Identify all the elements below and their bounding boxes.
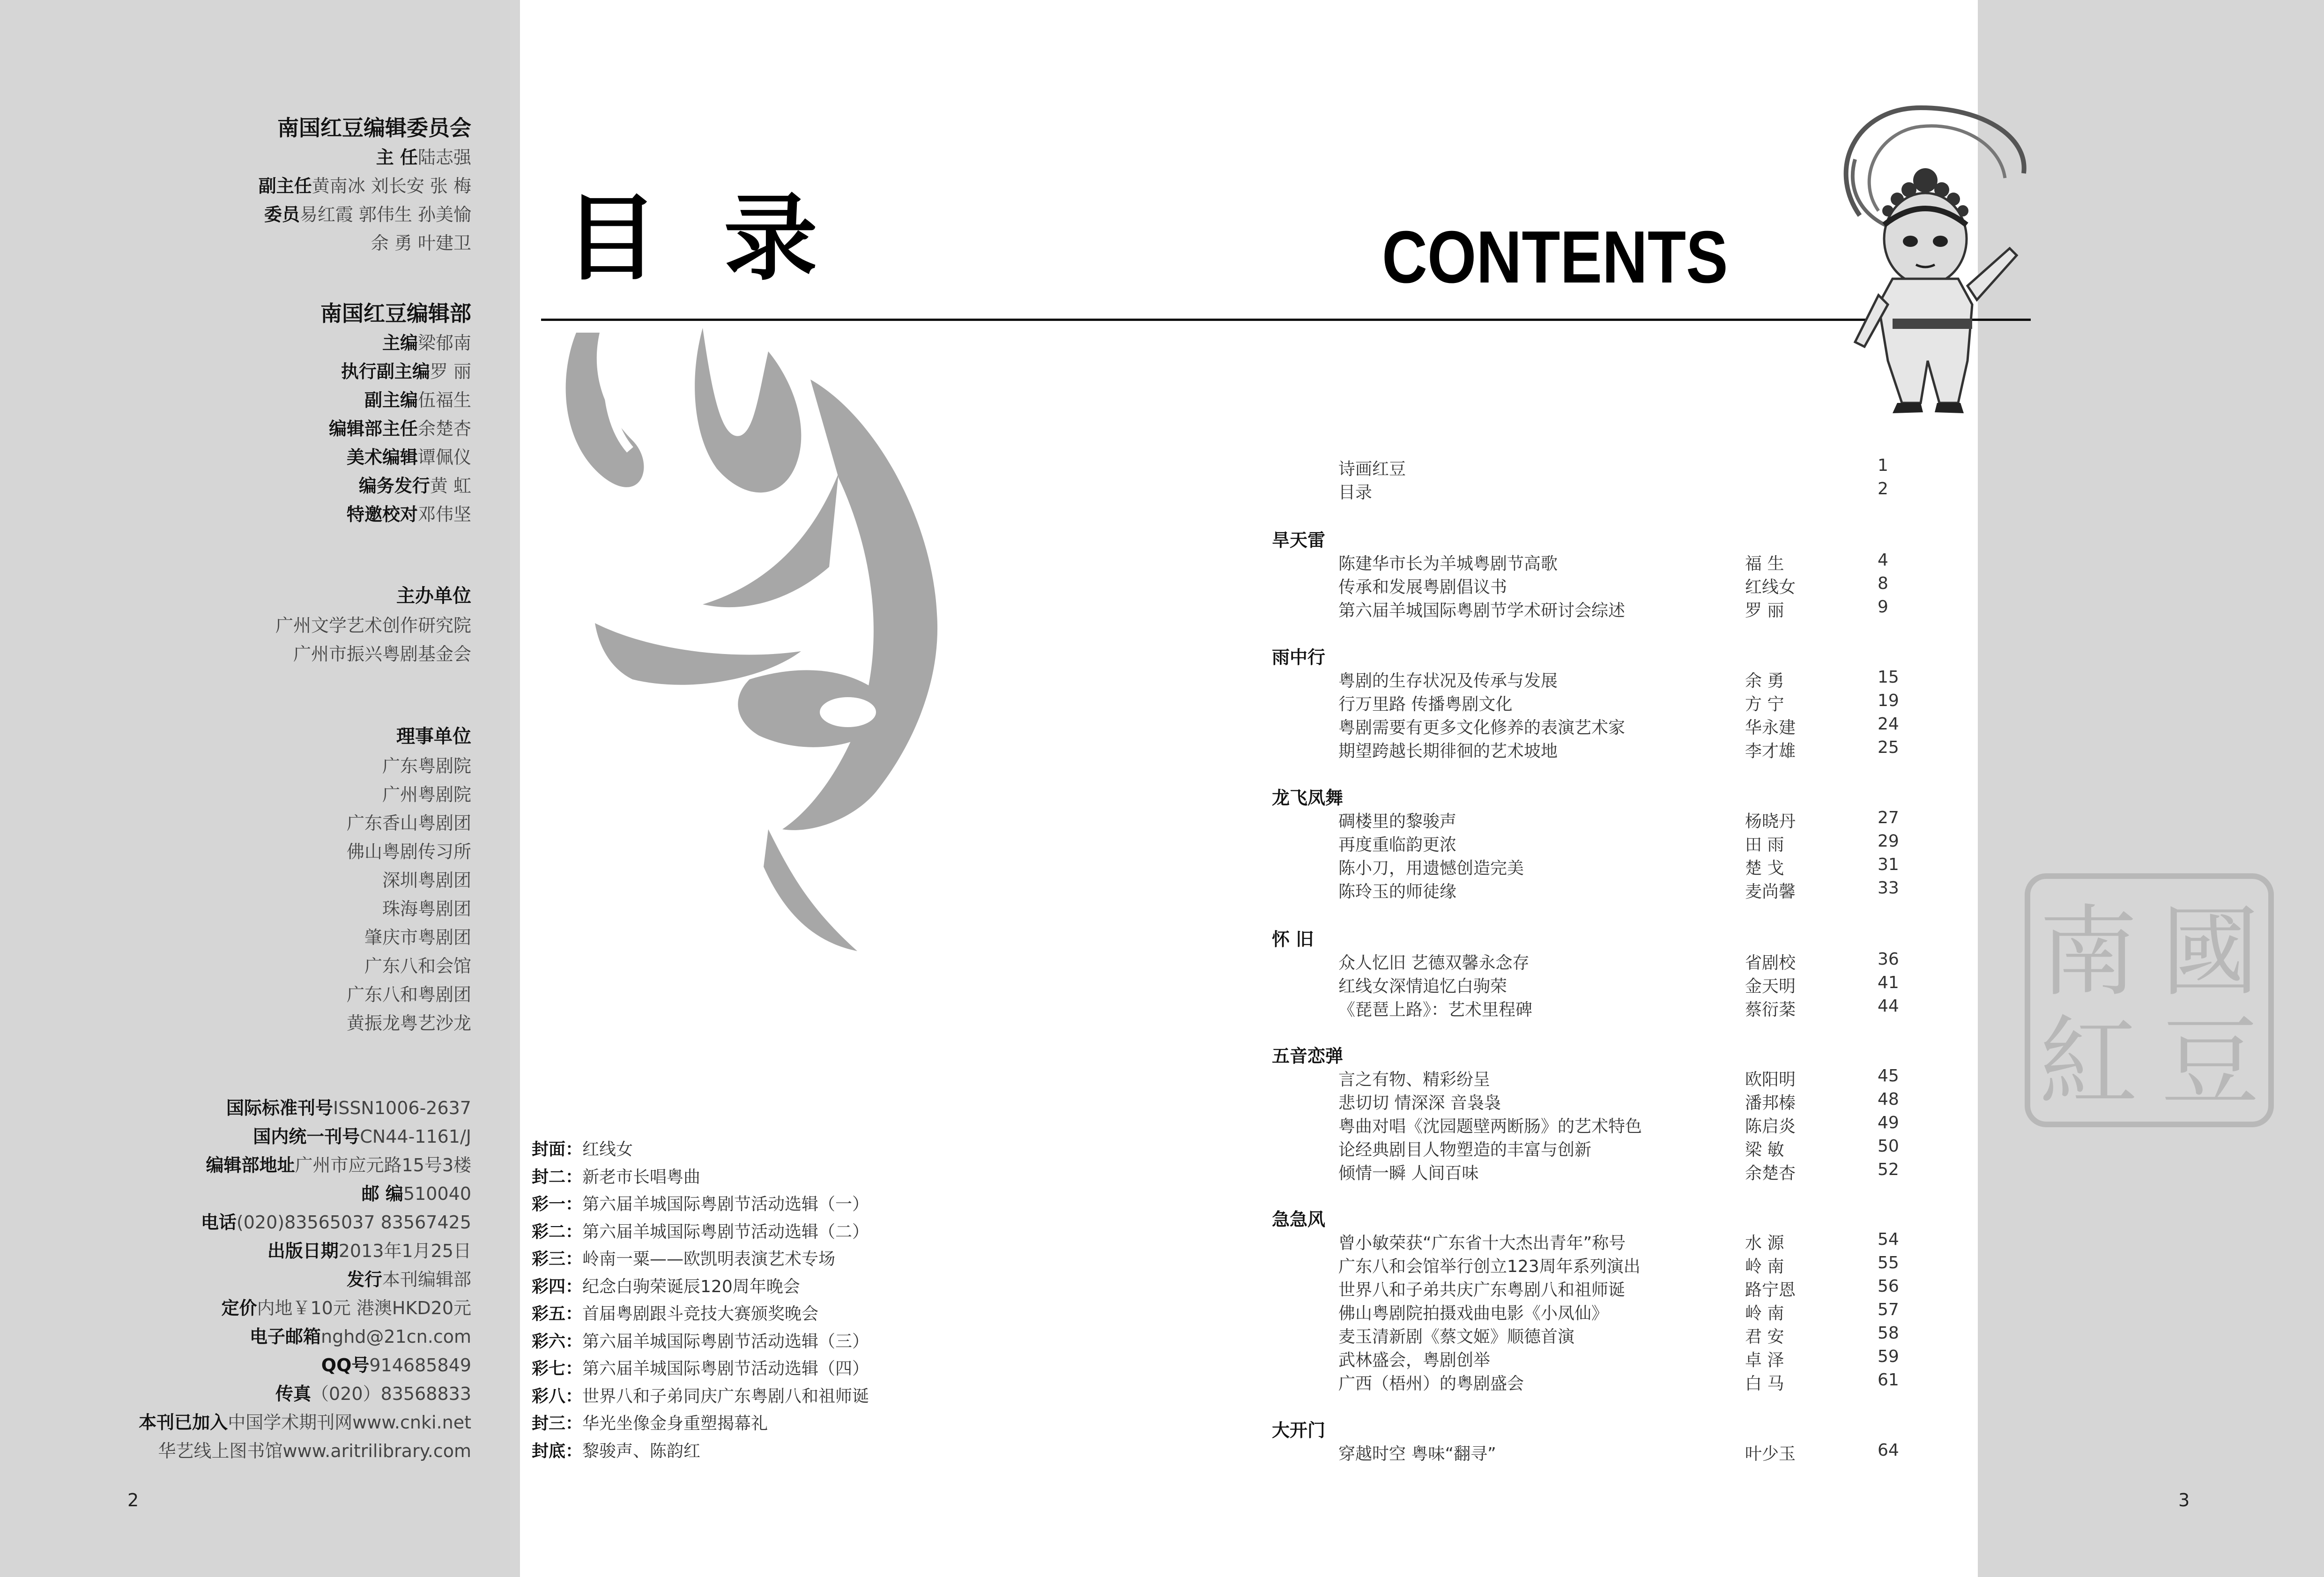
toc-item — [1272, 1277, 1900, 1300]
credit-value: 第六届羊城国际粤剧节活动选辑（三） — [582, 1332, 869, 1351]
council-item: 广东粤剧院 — [382, 756, 471, 776]
masthead-key: 编务发行 — [358, 476, 430, 496]
masthead-key: 美术编辑 — [346, 447, 418, 468]
masthead-key: 邮 编 — [361, 1183, 403, 1204]
toc-item — [1272, 1066, 1900, 1090]
toc-item-author: 省剧校 — [1745, 953, 1796, 973]
toc-item-page: 33 — [1878, 878, 1899, 898]
toc-item-author: 水 源 — [1745, 1234, 1784, 1253]
page-number-right: 3 — [2178, 1490, 2190, 1510]
toc-item-page: 31 — [1878, 855, 1899, 874]
toc-item-page: 29 — [1878, 832, 1899, 851]
masthead-line — [3, 443, 471, 472]
credit-line — [532, 1355, 869, 1383]
credit-value: 第六届羊城国际粤剧节活动选辑（二） — [582, 1222, 869, 1242]
toc-item — [1272, 1253, 1900, 1277]
toc-item — [1272, 714, 1900, 738]
toc-item-title: 论经典剧目人物塑造的丰富与创新 — [1338, 1140, 1592, 1160]
cover-credits-list — [532, 1136, 869, 1465]
sponsor-item: 广州文学艺术创作研究院 — [275, 615, 471, 636]
svg-text:紅: 紅 — [2039, 1005, 2138, 1120]
toc-item — [1272, 550, 1900, 574]
toc-item-author: 杨晓丹 — [1745, 812, 1796, 831]
toc-item — [1272, 1113, 1900, 1137]
opera-character-illustration — [1827, 98, 2052, 417]
toc-item-title: 悲切切 情深深 音袅袅 — [1338, 1093, 1501, 1113]
toc-item-title: 诗画红豆 — [1338, 460, 1406, 479]
masthead-line — [3, 500, 471, 529]
toc-item-title: 目录 — [1338, 483, 1373, 502]
toc-item-title: 广西（梧州）的粤剧盛会 — [1338, 1374, 1524, 1393]
staff-list — [3, 329, 471, 529]
toc-item-author: 李才雄 — [1745, 742, 1796, 761]
toc-item-author: 岭 南 — [1745, 1304, 1784, 1323]
council-item: 佛山粤剧传习所 — [346, 841, 471, 862]
masthead-line: 委员易红霞 郭伟生 孙美愉 — [264, 204, 471, 225]
masthead-line — [3, 1294, 471, 1323]
masthead-line: 主 任陆志强 — [376, 147, 471, 168]
toc-item-title: 世界八和子弟共庆广东粤剧八和祖师诞 — [1338, 1280, 1626, 1300]
credit-key: 彩四： — [532, 1277, 583, 1296]
masthead-line — [3, 329, 471, 357]
toc-item-author: 潘邦榛 — [1745, 1093, 1796, 1113]
council-item: 黄振龙粤艺沙龙 — [346, 1013, 471, 1034]
credit-value: 第六届羊城国际粤剧节活动选辑（一） — [582, 1195, 869, 1214]
masthead-value: nghd@21cn.com — [321, 1326, 471, 1347]
toc-item-page: 56 — [1878, 1277, 1899, 1296]
masthead-line — [3, 386, 471, 415]
toc-item-author: 红线女 — [1745, 578, 1796, 597]
masthead-key: 国内统一刊号 — [253, 1126, 360, 1147]
masthead-value: 广州市应元路15号3楼 — [295, 1155, 471, 1175]
masthead-value: 510040 — [403, 1183, 471, 1204]
toc-item — [1272, 1090, 1900, 1113]
masthead-value: 谭佩仪 — [417, 447, 471, 468]
credit-line — [532, 1246, 869, 1273]
toc-item-title: 第六届羊城国际粤剧节学术研讨会综述 — [1338, 601, 1626, 620]
masthead-line — [3, 1408, 471, 1437]
svg-text:豆: 豆 — [2161, 1005, 2260, 1120]
credit-key: 封二： — [532, 1167, 583, 1187]
toc-item-page: 44 — [1878, 997, 1899, 1016]
toc-item-page: 58 — [1878, 1324, 1899, 1343]
toc-item — [1272, 456, 1900, 479]
toc-section-heading: 旱天雷 — [1272, 530, 1326, 550]
toc-item-page: 61 — [1878, 1370, 1899, 1390]
toc-item-title: 武林盛会，粤剧创举 — [1338, 1351, 1491, 1370]
toc-item-title: 倾情一瞬 人间百味 — [1338, 1164, 1479, 1183]
toc-item — [1272, 597, 1900, 621]
credit-value: 第六届羊城国际粤剧节活动选辑（四） — [582, 1359, 869, 1378]
toc-item-author: 华永建 — [1745, 718, 1796, 737]
toc-section-heading: 急急风 — [1272, 1209, 1326, 1230]
toc-item — [1272, 574, 1900, 597]
toc-item — [1272, 973, 1900, 997]
sponsor-list — [3, 611, 471, 669]
toc-item — [1272, 691, 1900, 714]
toc-item-title: 麦玉清新剧《蔡文姬》顺德首演 — [1338, 1327, 1575, 1346]
toc-item-page: 59 — [1878, 1347, 1899, 1366]
toc-item-page: 45 — [1878, 1066, 1899, 1086]
toc-item-page: 64 — [1878, 1441, 1899, 1460]
toc-item — [1272, 878, 1900, 902]
toc-item-page: 36 — [1878, 950, 1899, 969]
masthead-line — [3, 357, 471, 386]
credit-line — [532, 1219, 869, 1246]
masthead-value: 内地￥10元 港澳HKD20元 — [257, 1298, 471, 1318]
council-title: 理事单位 — [396, 726, 471, 747]
credit-key: 封底： — [532, 1441, 583, 1461]
credit-value: 华光坐像金身重塑揭幕礼 — [582, 1414, 768, 1433]
toc-item-author: 麦尚馨 — [1745, 882, 1796, 901]
masthead-value: 914685849 — [369, 1355, 471, 1376]
masthead-line — [3, 1351, 471, 1380]
toc-item-author: 罗 丽 — [1745, 601, 1784, 620]
masthead-key: 国际标准刊号 — [226, 1098, 333, 1118]
toc-item-author: 白 马 — [1745, 1374, 1784, 1393]
toc-item — [1272, 479, 1900, 503]
toc-item — [1272, 1370, 1900, 1394]
brush-calligraphy-illustration — [548, 323, 1087, 960]
title-chinese: 目录 — [564, 184, 884, 293]
toc-item-page: 49 — [1878, 1113, 1899, 1132]
toc-item-author: 田 雨 — [1745, 835, 1784, 855]
toc-item-page: 41 — [1878, 973, 1899, 992]
toc-item-author: 陈启炎 — [1745, 1117, 1796, 1136]
toc-item-author: 楚 戈 — [1745, 859, 1784, 878]
masthead-key: 出版日期 — [267, 1241, 339, 1261]
toc-item-title: 陈玲玉的师徒缘 — [1338, 882, 1457, 901]
credit-value: 首届粤剧跟斗竞技大赛颁奖晚会 — [582, 1304, 819, 1324]
toc-section-heading: 雨中行 — [1272, 647, 1326, 668]
masthead-key: QQ号 — [321, 1355, 370, 1376]
masthead-line — [3, 1208, 471, 1237]
toc-section-heading: 怀 旧 — [1272, 929, 1314, 950]
masthead-line — [3, 1380, 471, 1408]
masthead-key: 编辑部地址 — [206, 1155, 295, 1175]
svg-text:國: 國 — [2161, 895, 2260, 1010]
toc-item-page: 15 — [1878, 668, 1899, 687]
toc-item-page: 4 — [1878, 550, 1888, 570]
title-english: CONTENTS — [1382, 216, 1728, 298]
toc-item-author: 欧阳明 — [1745, 1070, 1796, 1089]
toc-item-title: 行万里路 传播粤剧文化 — [1338, 695, 1513, 714]
credit-line — [532, 1191, 869, 1219]
toc-item-title: 言之有物、精彩纷呈 — [1338, 1070, 1491, 1089]
toc-item — [1272, 808, 1900, 832]
masthead-key: 发行 — [346, 1269, 382, 1290]
toc-item-title: 《琵琶上路》：艺术里程碑 — [1338, 1000, 1533, 1019]
toc-item — [1272, 668, 1900, 691]
toc-item-title: 传承和发展粤剧倡议书 — [1338, 578, 1507, 597]
toc-item — [1272, 1160, 1900, 1183]
masthead-key: 特邀校对 — [346, 504, 418, 525]
toc-item-author: 蔡衍棻 — [1745, 1000, 1796, 1019]
toc-item — [1272, 832, 1900, 855]
committee-title: 南国红豆编辑委员会 — [277, 115, 471, 141]
credit-key: 彩六： — [532, 1332, 583, 1351]
credit-value: 红线女 — [582, 1140, 633, 1159]
council-item: 广东八和粤剧团 — [346, 984, 471, 1005]
credit-key: 封面： — [532, 1140, 583, 1159]
masthead-value: ISSN1006-2637 — [333, 1098, 471, 1118]
toc-item-page: 25 — [1878, 738, 1899, 757]
masthead-value: 梁郁南 — [417, 333, 471, 353]
toc-item-page: 52 — [1878, 1160, 1899, 1179]
publication-info — [3, 1094, 471, 1437]
credit-value: 岭南一粟——欧凯明表演艺术专场 — [582, 1250, 836, 1269]
credit-key: 彩三： — [532, 1250, 583, 1269]
masthead-value: 余楚杏 — [417, 418, 471, 439]
toc-item — [1272, 950, 1900, 973]
masthead-value: 2013年1月25日 — [338, 1241, 471, 1261]
toc-item-author: 卓 泽 — [1745, 1351, 1784, 1370]
council-list — [3, 752, 471, 1038]
sponsor-item: 广州市振兴粤剧基金会 — [293, 644, 471, 664]
council-item: 广东香山粤剧团 — [346, 813, 471, 833]
credit-line — [532, 1136, 869, 1164]
credit-key: 彩二： — [532, 1222, 583, 1242]
council-item: 广东八和会馆 — [364, 956, 471, 976]
masthead-line — [3, 1323, 471, 1351]
masthead-value: (020)83565037 83567425 — [236, 1212, 471, 1233]
masthead-key: 执行副主编 — [341, 361, 430, 382]
masthead-line — [3, 1265, 471, 1294]
council-item: 珠海粤剧团 — [382, 899, 471, 919]
masthead-key: 本刊已加入 — [139, 1412, 228, 1433]
toc-item — [1272, 1324, 1900, 1347]
toc-item — [1272, 1300, 1900, 1324]
toc-item-author: 余楚杏 — [1745, 1164, 1796, 1183]
toc-item-author: 梁 敏 — [1745, 1140, 1784, 1160]
toc-item-page: 24 — [1878, 714, 1899, 734]
masthead-value: 罗 丽 — [430, 361, 471, 382]
masthead-line — [3, 1094, 471, 1123]
toc-item-title: 陈小刀，用遗憾创造完美 — [1338, 859, 1524, 878]
toc-item — [1272, 1347, 1900, 1370]
credit-value: 纪念白驹荣诞辰120周年晚会 — [582, 1277, 800, 1296]
masthead-value: 邓伟坚 — [417, 504, 471, 525]
toc-section-heading: 大开门 — [1272, 1420, 1326, 1441]
toc-item-page: 48 — [1878, 1090, 1899, 1109]
masthead-line: 余 勇 叶建卫 — [371, 233, 471, 253]
masthead-value: 伍福生 — [417, 390, 471, 410]
page-number-left: 2 — [127, 1490, 139, 1510]
council-item: 肇庆市粤剧团 — [364, 927, 471, 948]
masthead-line — [3, 415, 471, 443]
credit-line — [532, 1438, 869, 1465]
credit-key: 彩五： — [532, 1304, 583, 1324]
council-item: 广州粤剧院 — [382, 784, 471, 805]
credit-key: 封三： — [532, 1414, 583, 1433]
toc-item — [1272, 1441, 1900, 1464]
toc-item-author: 金天明 — [1745, 977, 1796, 996]
svg-text:南: 南 — [2039, 895, 2138, 1010]
masthead-key: 电话 — [200, 1212, 237, 1233]
toc-item-page: 9 — [1878, 597, 1888, 617]
toc-item-page: 55 — [1878, 1253, 1899, 1272]
masthead-line — [3, 1180, 471, 1208]
toc-item-author: 叶少玉 — [1745, 1444, 1796, 1464]
toc-item-title: 再度重临韵更浓 — [1338, 835, 1457, 855]
masthead-value: CN44-1161/J — [360, 1126, 471, 1147]
toc-item-title: 红线女深情追忆白驹荣 — [1338, 977, 1507, 996]
toc-item-page: 54 — [1878, 1230, 1899, 1249]
toc-item-title: 陈建华市长为羊城粤剧节高歌 — [1338, 554, 1558, 573]
toc-item-title: 粤剧的生存状况及传承与发展 — [1338, 671, 1558, 691]
credit-line — [532, 1301, 869, 1328]
credit-line — [532, 1273, 869, 1301]
toc-item-title: 期望跨越长期徘徊的艺术坡地 — [1338, 742, 1558, 761]
masthead-line: 华艺线上图书馆www.aritrilibrary.com — [158, 1441, 471, 1461]
toc-item-page: 19 — [1878, 691, 1899, 710]
credit-value: 新老市长唱粤曲 — [582, 1167, 701, 1187]
masthead-line — [3, 472, 471, 500]
toc-item-author: 方 宁 — [1745, 695, 1784, 714]
masthead-key: 定价 — [221, 1298, 257, 1318]
toc-item — [1272, 1137, 1900, 1160]
toc-item-page: 27 — [1878, 808, 1899, 827]
toc-item-title: 众人忆旧 艺德双馨永念存 — [1338, 953, 1530, 973]
credit-value: 黎骏声、陈韵红 — [582, 1441, 701, 1461]
toc-section-heading: 龙飞凤舞 — [1272, 788, 1344, 808]
toc-item — [1272, 997, 1900, 1020]
seal-stamp — [2023, 871, 2276, 1129]
toc-item-page: 57 — [1878, 1300, 1899, 1319]
masthead-key: 传真 — [275, 1384, 312, 1404]
toc-item — [1272, 1230, 1900, 1253]
toc-item-author: 福 生 — [1745, 554, 1784, 573]
masthead-key: 副主编 — [364, 390, 418, 410]
dept-title: 南国红豆编辑部 — [320, 301, 471, 326]
masthead-line: 副主任黄南冰 刘长安 张 梅 — [258, 176, 471, 196]
credit-line — [532, 1410, 869, 1438]
toc-item — [1272, 855, 1900, 878]
credit-line — [532, 1383, 869, 1411]
toc-item-page: 1 — [1878, 456, 1888, 475]
toc-item-title: 曾小敏荣获“广东省十大杰出青年”称号 — [1338, 1234, 1626, 1253]
masthead-value: 本刊编辑部 — [382, 1269, 471, 1290]
masthead-line — [3, 1237, 471, 1265]
credit-key: 彩一： — [532, 1195, 583, 1214]
credit-value: 世界八和子弟同庆广东粤剧八和祖师诞 — [582, 1386, 869, 1406]
toc-item-title: 佛山粤剧院拍摄戏曲电影《小凤仙》 — [1338, 1304, 1609, 1323]
masthead-value: 中国学术期刊网www.cnki.net — [228, 1412, 471, 1433]
toc-item-title: 粤曲对唱《沈园题壁两断肠》的艺术特色 — [1338, 1117, 1642, 1136]
toc-item-author: 余 勇 — [1745, 671, 1784, 691]
sponsor-title: 主办单位 — [396, 585, 471, 607]
credit-key: 彩八： — [532, 1386, 583, 1406]
credit-line — [532, 1164, 869, 1191]
toc-item-page: 50 — [1878, 1137, 1899, 1156]
toc-item-title: 广东八和会馆举行创立123周年系列演出 — [1338, 1257, 1641, 1276]
masthead-key: 电子邮箱 — [250, 1326, 321, 1347]
masthead-key: 主编 — [382, 333, 418, 353]
masthead-line — [3, 1151, 471, 1180]
title-rule — [541, 319, 2031, 321]
toc-item-page: 8 — [1878, 574, 1888, 593]
toc-section-heading: 五音恋弹 — [1272, 1046, 1344, 1066]
credit-line — [532, 1328, 869, 1356]
masthead-value: 黄 虹 — [430, 476, 471, 496]
toc-item-author: 路宁恩 — [1745, 1280, 1796, 1300]
toc-item-author: 君 安 — [1745, 1327, 1784, 1346]
toc-item-page: 2 — [1878, 479, 1888, 498]
toc-item-author: 岭 南 — [1745, 1257, 1784, 1276]
masthead-value: （020）83568833 — [311, 1384, 471, 1404]
toc-item-title: 穿越时空 粤味“翻寻” — [1338, 1444, 1496, 1464]
toc-item-title: 粤剧需要有更多文化修养的表演艺术家 — [1338, 718, 1626, 737]
masthead — [3, 112, 471, 1465]
credit-key: 彩七： — [532, 1359, 583, 1378]
masthead-line — [3, 1123, 471, 1151]
masthead-key: 编辑部主任 — [328, 418, 418, 439]
council-item: 深圳粤剧团 — [382, 870, 471, 891]
toc-item — [1272, 738, 1900, 761]
toc-item-title: 碉楼里的黎骏声 — [1338, 812, 1457, 831]
